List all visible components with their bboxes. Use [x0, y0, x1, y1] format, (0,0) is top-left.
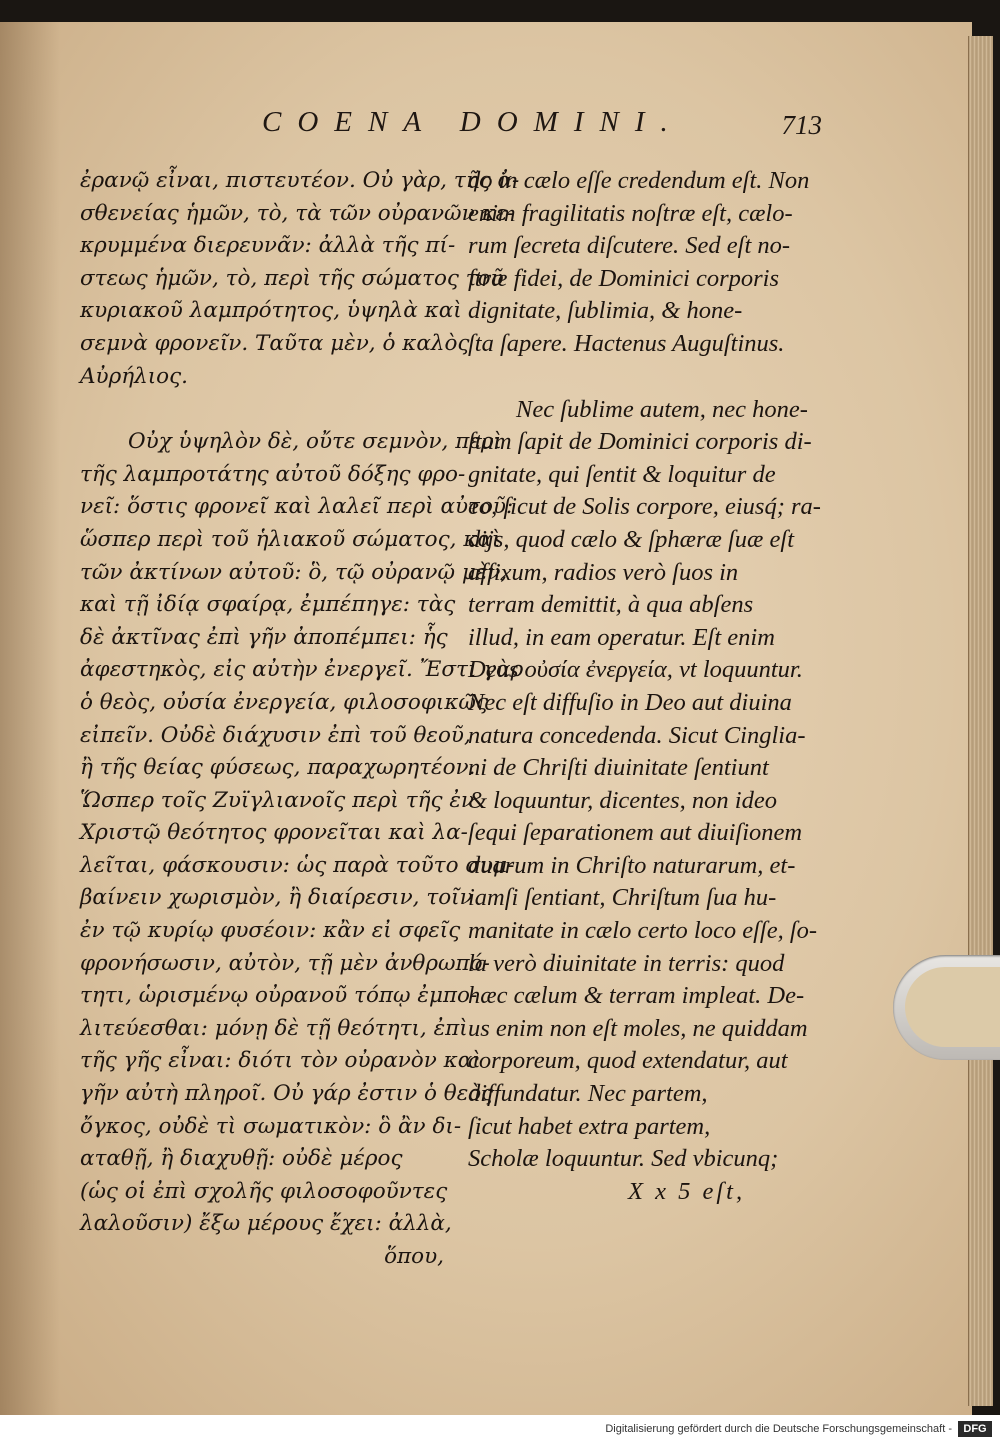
paragraph-gap: [468, 361, 818, 394]
greek-line: τητι, ὡρισμένῳ οὐρανοῦ τόπῳ ἐμπο-: [80, 983, 478, 1009]
latin-line: gnitate, qui ſentit & loquitur de: [468, 460, 776, 488]
greek-line: Οὐχ ὑψηλὸν δὲ, οὔτε σεμνὸν, περὶ: [128, 429, 502, 455]
latin-line: ſequi ſeparationem aut diuiſionem: [468, 819, 803, 847]
latin-line: eo, ſicut de Solis corpore, eiusq́; ra-: [468, 493, 821, 521]
greek-line: (ὡς οἱ ἐπὶ σχολῆς φιλοσοφοῦντες: [80, 1178, 448, 1204]
latin-line: ſtum ſapit de Dominici corporis di-: [468, 428, 812, 456]
greek-line: ὁ θεὸς, οὐσία ἐνεργεία, φιλοσοφικῶς: [80, 689, 489, 715]
latin-line: enim fragilitatis noſtræ eſt, cælo-: [468, 199, 793, 227]
greek-line: δὲ ἀκτῖνας ἐπὶ γῆν ἀποπέμπει: ἧς: [80, 624, 448, 650]
latin-line: rum ſecreta diſcutere. Sed eſt no-: [468, 232, 791, 260]
gutter-shadow: [0, 22, 60, 1415]
latin-line: ſtræ fidei, de Dominici corporis: [468, 264, 779, 292]
latin-line: & loquuntur, dicentes, non ideo: [468, 786, 777, 814]
greek-line: ἢ τῆς θείας φύσεως, παραχωρητέον.: [80, 755, 476, 781]
greek-line: τῆς γῆς εἶναι: διότι τὸν οὐρανὸν καὶ: [80, 1048, 481, 1074]
latin-line: manitate in cælo certo loco eſſe, ſo-: [468, 917, 818, 945]
latin-line: la verò diuinitate in terris: quod: [468, 949, 785, 977]
greek-line: Ὥσπερ τοῖς Ζυϊγλιανοῖς περὶ τῆς ἐν: [80, 787, 474, 813]
greek-line: καὶ τῇ ἰδίᾳ σφαίρᾳ, ἐμπέπηγε: τὰς: [80, 592, 456, 618]
latin-line: diffundatur. Nec partem,: [468, 1080, 708, 1108]
latin-line: dijs, quod cælo & ſphæræ ſuæ eſt: [468, 525, 795, 553]
latin-line: Nec eſt diffuſio in Deo aut diuina: [468, 688, 792, 716]
latin-line: iamſi ſentiant, Chriſtum ſua hu-: [468, 884, 777, 912]
running-title: COENA DOMINI.: [262, 106, 684, 138]
greek-line: ὥσπερ περὶ τοῦ ἡλιακοῦ σώματος, καὶ: [80, 526, 501, 552]
greek-line: αταθῇ, ἢ διαχυθῇ: οὐδὲ μέρος: [80, 1146, 403, 1172]
greek-line: κρυμμένα διερευνᾶν: ἀλλὰ τῆς πί-: [80, 233, 456, 259]
greek-line: Χριστῷ θεότητος φρονεῖται καὶ λα-: [80, 820, 468, 846]
latin-line: do in cælo eſſe credendum eſt. Non: [468, 167, 810, 194]
latin-line: corporeum, quod extendatur, aut: [468, 1047, 788, 1075]
greek-line: τῆς λαμπροτάτης αὐτοῦ δόξης φρο-: [80, 461, 466, 487]
dfg-logo-icon: DFG: [958, 1421, 992, 1437]
latin-line: hæc cælum & terram impleat. De-: [468, 982, 805, 1010]
greek-line: βαίνειν χωρισμὸν, ἢ διαίρεσιν, τοῖν: [80, 885, 473, 911]
greek-line: στεως ἡμῶν, τὸ, περὶ τῆς σώματος τοῦ: [80, 265, 504, 291]
latin-line: terram demittit, à qua abſens: [468, 591, 754, 619]
page-number: 713: [781, 110, 822, 140]
latin-line: natura concedenda. Sicut Cinglia-: [468, 721, 806, 749]
greek-line: Αὐρήλιος.: [80, 363, 188, 389]
greek-line: ὄγκος, οὐδὲ τὶ σωματικὸν: ὃ ἂν δι-: [80, 1113, 462, 1139]
greek-line: λιτεύεσθαι: μόνῃ δὲ τῇ θεότητι, ἐπὶ: [80, 1015, 468, 1041]
latin-line: affixum, radios verò ſuos in: [468, 558, 739, 586]
latin-line: dignitate, ſublimia, & hone-: [468, 297, 743, 325]
book-page: [0, 22, 972, 1415]
latin-line: ſicut habet extra partem,: [468, 1112, 711, 1140]
greek-line: τῶν ἀκτίνων αὐτοῦ: ὃ, τῷ οὐρανῷ μὲν,: [80, 559, 508, 585]
latin-line: illud, in eam operatur. Eſt enim: [468, 623, 775, 651]
greek-line: νεῖ: ὅστις φρονεῖ καὶ λαλεῖ περὶ αὐτοῦ:: [80, 494, 514, 520]
digitization-footer: [0, 1415, 1000, 1445]
greek-line: ἐν τῷ κυρίῳ φυσέοιν: κἂν εἰ σφεῖς: [80, 918, 461, 944]
paragraph-gap: [80, 393, 452, 426]
latin-line: Deus οὐσία ἐνεργεία, vt loquuntur.: [468, 656, 803, 684]
greek-line: σθενείας ἡμῶν, τὸ, τὰ τῶν οὐρανῶν κε-: [80, 200, 515, 226]
greek-line: ἐρανῷ εἶναι, πιστευτέον. Οὐ γὰρ, τῆς ἀ-: [80, 168, 520, 193]
greek-line: φρονήσωσιν, αὐτὸν, τῇ μὲν ἀνθρωπό-: [80, 950, 490, 976]
greek-line: κυριακοῦ λαμπρότητος, ὑψηλὰ καὶ: [80, 298, 462, 324]
latin-line: Scholæ loquuntur. Sed vbicunq;: [468, 1145, 779, 1173]
latin-line: Nec ſublime autem, nec hone-: [516, 395, 808, 423]
page-header: [262, 104, 822, 144]
greek-text-column: [80, 165, 524, 1274]
latin-line: ni de Chriſti diuinitate ſentiunt: [468, 754, 769, 782]
greek-line: λεῖται, φάσκουσιν: ὡς παρὰ τοῦτο συμ-: [80, 852, 515, 878]
book-fore-edge: [968, 36, 993, 1406]
greek-catchword: ὅπου,: [384, 1244, 444, 1269]
latin-line: ſta ſapere. Hactenus Auguſtinus.: [468, 329, 785, 357]
greek-line: γῆν αὐτὴ πληροῖ. Οὐ γάρ ἐστιν ὁ θεὸς: [80, 1081, 494, 1107]
greek-line: ἀφεστηκὸς, εἰς αὐτὴν ἐνεργεῖ. Ἔστι γὰρ: [80, 657, 524, 683]
latin-catchword: X x 5 eſt,: [628, 1177, 746, 1205]
page-clip-opening: [905, 967, 1000, 1047]
funding-credit: Digitalisierung gefördert durch die Deutsche Forschungsgemeinschaft -: [605, 1423, 952, 1435]
latin-line: duarum in Chriſto naturarum, et-: [468, 851, 796, 879]
latin-text-column: [468, 165, 821, 1208]
greek-line: σεμνὰ φρονεῖν. Ταῦτα μὲν, ὁ καλὸς: [80, 330, 470, 356]
greek-line: λαλοῦσιν) ἔξω μέρους ἔχει: ἀλλὰ,: [80, 1211, 452, 1237]
latin-line: us enim non eſt moles, ne quiddam: [468, 1014, 808, 1042]
greek-line: εἰπεῖν. Οὐδὲ διάχυσιν ἐπὶ τοῦ θεοῦ,: [80, 722, 471, 748]
page-clip: [893, 955, 1000, 1060]
